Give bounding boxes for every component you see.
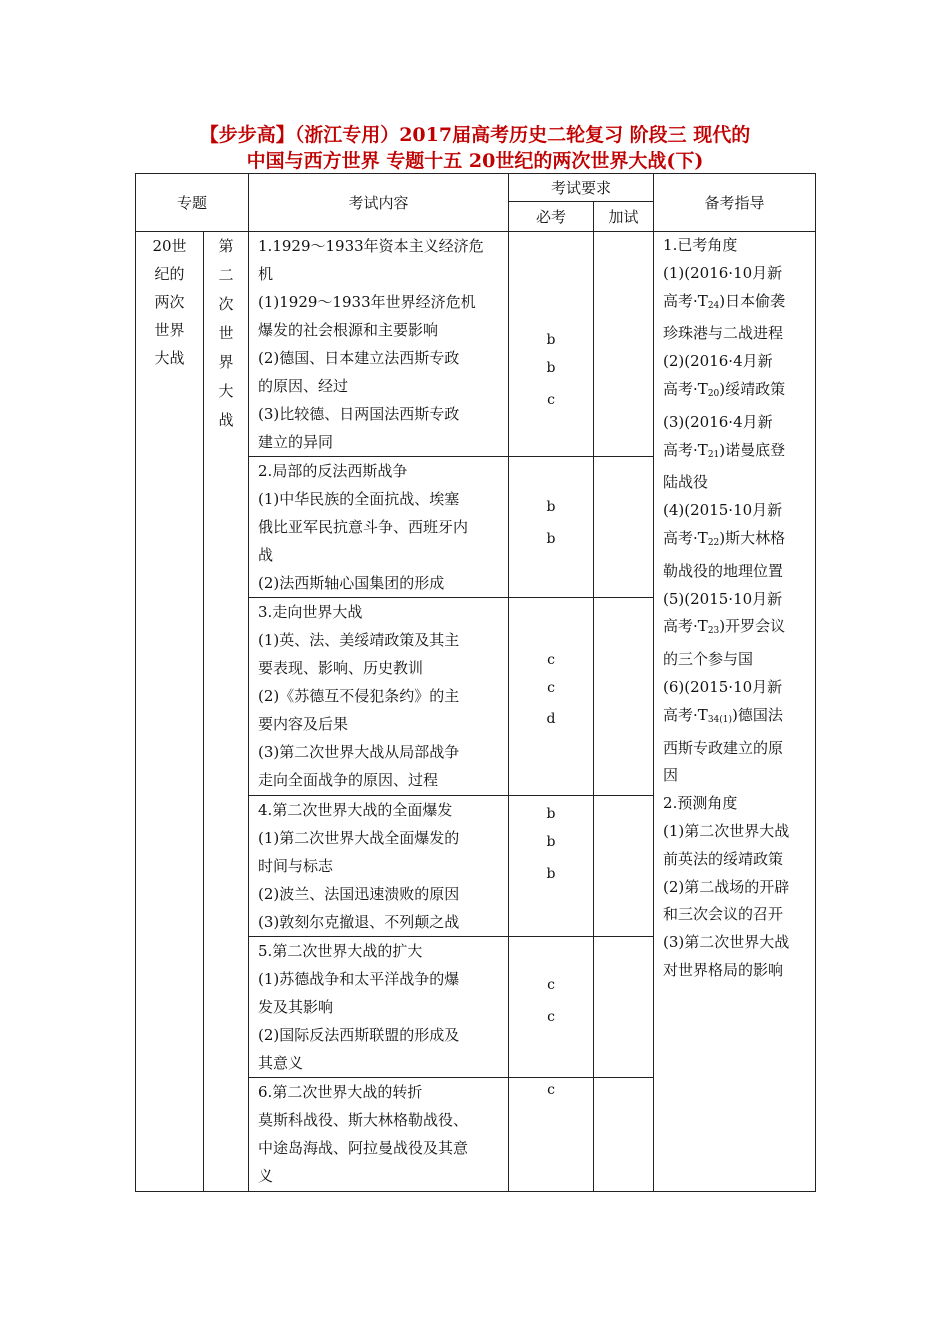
required-level-mark: b <box>546 531 556 547</box>
extra-level <box>594 796 654 937</box>
document-title-line2: 中国与西方世界 专题十五 20世纪的两次世界大战(下) <box>246 150 704 172</box>
section-line: (1)1929～1933年世界经济危机 <box>258 293 476 311</box>
extra-level <box>594 937 654 1078</box>
section-line: (2)波兰、法国迅速溃败的原因 <box>258 885 460 903</box>
required-level-mark: b <box>546 834 556 850</box>
section-line: 战 <box>258 546 274 564</box>
section-line: (3)比较德、日两国法西斯专政 <box>258 405 460 423</box>
section-line: 义 <box>258 1167 274 1185</box>
guide-item-line: 勒战役的地理位置 <box>663 561 784 580</box>
extra-level <box>594 598 654 796</box>
guide-item-line: 高考$\cdot T_{24}$)日本偷袭 <box>663 291 786 311</box>
guide-prediction-line: (3)第二次世界大战 <box>663 933 790 952</box>
guide-item-line: (4)(2015·10月新 <box>663 501 783 520</box>
guide-item-line: 陆战役 <box>663 473 709 492</box>
header-topic: 专题 <box>136 174 249 232</box>
subtopic-name: 第二次世界大战 <box>218 237 234 429</box>
section-line: 俄比亚军民抗意斗争、西班牙内 <box>258 518 469 536</box>
guide-item-line: 高考$\cdot T_{20}$)绥靖政策 <box>663 379 786 399</box>
section-line: (1)苏德战争和太平洋战争的爆 <box>258 970 460 988</box>
required-level <box>509 796 594 937</box>
header-requirement: 考试要求 <box>509 174 654 202</box>
section-line: 爆发的社会根源和主要影响 <box>258 321 439 339</box>
extra-level <box>594 457 654 598</box>
subtopic-cell <box>204 232 249 1192</box>
guide-item-line: 因 <box>663 766 679 785</box>
section-content <box>249 232 509 457</box>
section-line: (1)中华民族的全面抗战、埃塞 <box>258 490 460 508</box>
guide-prediction-line: 对世界格局的影响 <box>663 960 784 979</box>
required-level <box>509 457 594 598</box>
guide-prediction-line: (1)第二次世界大战 <box>663 821 790 840</box>
section-line: 的原因、经过 <box>258 377 349 395</box>
guide-item-line: (2)(2016·4月新 <box>663 352 773 371</box>
required-level-mark: b <box>546 806 556 822</box>
question-number: 22 <box>707 537 720 548</box>
guide-past-list <box>663 260 809 790</box>
topic-cell <box>136 232 204 1192</box>
guide-item-line: 高考$\cdot T_{21}$)诺曼底登 <box>663 440 786 460</box>
section-heading: 4.第二次世界大战的全面爆发 <box>258 801 453 819</box>
required-level-mark: c <box>547 1009 555 1025</box>
required-level <box>509 232 594 457</box>
guide-heading-past: 1.已考角度 <box>663 236 738 254</box>
required-level-mark: c <box>547 977 555 993</box>
extra-level <box>594 1078 654 1192</box>
guide-item-line: 高考$\cdot T_{22}$)斯大林格 <box>663 528 786 548</box>
required-level-mark: b <box>546 499 556 515</box>
section-line: (2)《苏德互不侵犯条约》的主 <box>258 687 460 705</box>
section-line: 要内容及后果 <box>258 715 349 733</box>
required-level-mark: c <box>547 652 555 668</box>
guide-item-line: 西斯专政建立的原 <box>663 738 784 757</box>
extra-level <box>594 232 654 457</box>
guide-item-line: 高考$\cdot T_{23}$)开罗会议 <box>663 617 786 637</box>
section-content <box>249 1078 509 1192</box>
topic-name: 20世纪的两次世界大战 <box>152 237 187 367</box>
question-number: 23 <box>707 626 720 637</box>
section-content <box>249 796 509 937</box>
header-content: 考试内容 <box>249 174 509 232</box>
guide-prediction-line: 前英法的绥靖政策 <box>663 849 784 868</box>
header-required: 必考 <box>509 202 594 232</box>
section-line: (1)第二次世界大战全面爆发的 <box>258 829 460 847</box>
section-line: 机 <box>258 265 274 283</box>
guide-item-line: 高考$\cdot T_{34(1)}$)德国法 <box>663 705 783 725</box>
header-guide: 备考指导 <box>654 174 816 232</box>
document-title-line1: 【步步高】（浙江专用）2017届高考历史二轮复习 阶段三 现代的 <box>199 124 751 146</box>
required-level-mark: b <box>546 866 556 882</box>
section-line: (3)第二次世界大战从局部战争 <box>258 743 460 761</box>
required-level <box>509 937 594 1078</box>
section-heading: 3.走向世界大战 <box>258 603 363 621</box>
guide-prediction-line: (2)第二战场的开辟 <box>663 877 790 896</box>
guide-cell <box>654 232 816 1192</box>
required-level-mark: c <box>547 680 555 696</box>
question-number: 24 <box>707 300 720 311</box>
required-level <box>509 1078 594 1192</box>
section-line: 莫斯科战役、斯大林格勒战役、 <box>258 1111 469 1129</box>
guide-item-line: (1)(2016·10月新 <box>663 263 783 282</box>
section-content <box>249 937 509 1078</box>
section-heading: 1.1929～1933年资本主义经济危 <box>258 237 484 255</box>
header-extra: 加试 <box>594 202 654 232</box>
guide-item-line: (5)(2015·10月新 <box>663 589 783 608</box>
section-line: (1)英、法、美绥靖政策及其主 <box>258 631 460 649</box>
required-level-mark: b <box>546 332 556 348</box>
section-line: 要表现、影响、历史教训 <box>258 659 424 677</box>
required-level <box>509 598 594 796</box>
guide-item-line: 珍珠港与二战进程 <box>663 324 784 343</box>
guide-item-line: (3)(2016·4月新 <box>663 412 773 431</box>
guide-predict-list <box>663 818 809 985</box>
section-content <box>249 457 509 598</box>
section-line: 走向全面战争的原因、过程 <box>258 771 439 789</box>
question-number: 34(1) <box>707 714 733 725</box>
guide-item-line: (6)(2015·10月新 <box>663 677 783 696</box>
section-line: 中途岛海战、阿拉曼战役及其意 <box>258 1139 469 1157</box>
section-line: 建立的异同 <box>258 433 334 451</box>
section-heading: 2.局部的反法西斯战争 <box>258 462 408 480</box>
section-content <box>249 598 509 796</box>
section-heading: 6.第二次世界大战的转折 <box>258 1083 423 1101</box>
section-heading: 5.第二次世界大战的扩大 <box>258 942 423 960</box>
section-line: (2)国际反法西斯联盟的形成及 <box>258 1026 460 1044</box>
section-line: (2)法西斯轴心国集团的形成 <box>258 574 445 592</box>
exam-outline-table <box>135 173 816 1192</box>
guide-prediction-line: 和三次会议的召开 <box>663 905 784 924</box>
required-level-mark: d <box>546 711 556 727</box>
guide-heading-predict: 2.预测角度 <box>663 794 738 813</box>
section-line: 发及其影响 <box>258 998 334 1016</box>
section-line: 时间与标志 <box>258 857 334 875</box>
question-number: 21 <box>707 449 720 460</box>
section-line: 其意义 <box>258 1054 304 1072</box>
section-line: (2)德国、日本建立法西斯专政 <box>258 349 460 367</box>
required-level-mark: c <box>547 1082 555 1098</box>
required-level-mark: b <box>546 360 556 376</box>
section-line: (3)敦刻尔克撤退、不列颠之战 <box>258 913 460 931</box>
required-level-mark: c <box>547 392 555 408</box>
question-number: 20 <box>707 388 720 399</box>
guide-item-line: 的三个参与国 <box>663 650 754 669</box>
